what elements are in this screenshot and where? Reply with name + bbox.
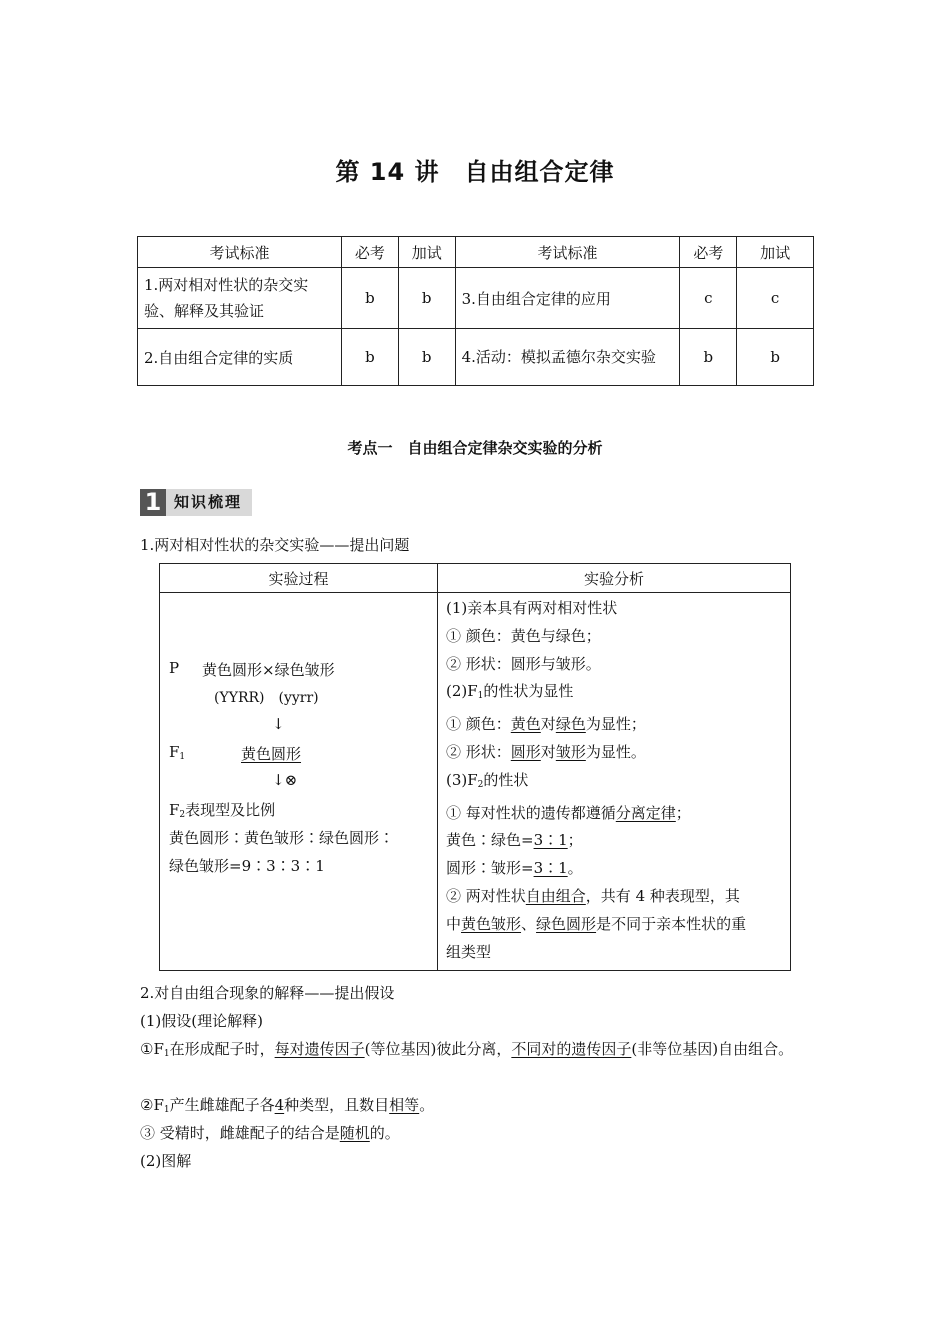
selfing-arrow-icon: ↓⊗ bbox=[272, 771, 298, 789]
cell-standard: 1.两对相对性状的杂交实验、解释及其验证 bbox=[138, 268, 342, 329]
table-row bbox=[138, 329, 814, 386]
p-genotypes: (YYRR) (yyrr) bbox=[214, 690, 319, 706]
table-header-row bbox=[160, 564, 791, 593]
analysis-line: ② 形状：圆形对皱形为显性。 bbox=[446, 742, 646, 761]
ratio-line-1: 黄色圆形∶黄色皱形∶绿色圆形∶ bbox=[169, 829, 395, 847]
hypothesis-point-1: $①F_1$在形成配子时，每对遗传因子(等位基因)彼此分离，不同对的遗传因子(非等位基因)自由组合。 bbox=[140, 1040, 794, 1059]
cell-standard: 2.自由组合定律的实质 bbox=[138, 329, 342, 386]
section-title: 考点一 自由组合定律杂交实验的分析 bbox=[347, 439, 603, 457]
cell-standard: 4.活动：模拟孟德尔杂交实验 bbox=[455, 329, 680, 386]
analysis-line: $(3)F_2$的性状 bbox=[446, 770, 529, 790]
heading-explanation: 2.对自由组合现象的解释——提出假设 bbox=[140, 984, 395, 1002]
heading-experiment: 1.两对相对性状的杂交实验——提出问题 bbox=[140, 536, 410, 554]
header-extra-1: 加试 bbox=[398, 237, 455, 268]
experiment-table bbox=[159, 563, 791, 971]
analysis-line: 中黄色皱形、绿色圆形是不同于亲本性状的重 bbox=[446, 914, 747, 933]
table-row bbox=[160, 593, 791, 971]
table-header-row bbox=[138, 237, 814, 268]
diagram-title: (2)图解 bbox=[140, 1152, 192, 1170]
ratio-line-2: 绿色皱形=9∶3∶3∶1 bbox=[169, 857, 325, 875]
f1-phenotype: 黄色圆形 bbox=[241, 745, 302, 763]
analysis-line: (1)亲本具有两对相对性状 bbox=[446, 599, 618, 617]
analysis-line: ① 颜色：黄色对绿色为显性； bbox=[446, 715, 646, 734]
cell-required: b bbox=[341, 268, 398, 329]
header-extra-2: 加试 bbox=[737, 237, 814, 268]
analysis-line: 组类型 bbox=[446, 942, 492, 961]
analysis-cell bbox=[438, 593, 791, 971]
header-process: 实验过程 bbox=[160, 564, 438, 593]
cell-extra: b bbox=[398, 329, 455, 386]
analysis-line: $(2)F_1$的性状为显性 bbox=[446, 682, 574, 702]
cell-required: c bbox=[680, 268, 737, 329]
analysis-line: ① 每对性状的遗传都遵循分离定律； bbox=[446, 803, 691, 822]
analysis-line: 圆形∶皱形=3∶1。 bbox=[446, 859, 583, 878]
p-cross: 黄色圆形×绿色皱形 bbox=[202, 661, 335, 679]
header-standard-2: 考试标准 bbox=[455, 237, 680, 268]
exam-standards-table bbox=[137, 236, 814, 386]
header-standard-1: 考试标准 bbox=[138, 237, 342, 268]
badge-number: 1 bbox=[140, 489, 166, 516]
page-title: 第 14 讲 自由组合定律 bbox=[335, 158, 615, 186]
table-row bbox=[138, 268, 814, 329]
cell-extra: b bbox=[398, 268, 455, 329]
arrow-down-icon: ↓ bbox=[272, 715, 285, 733]
analysis-line: ① 颜色：黄色与绿色； bbox=[446, 626, 601, 645]
analysis-line: ② 形状：圆形与皱形。 bbox=[446, 654, 601, 673]
f2-label: $F_2$表现型及比例 bbox=[169, 801, 276, 820]
badge-label: 知识梳理 bbox=[166, 489, 252, 516]
cell-required: b bbox=[341, 329, 398, 386]
header-required-2: 必考 bbox=[680, 237, 737, 268]
analysis-line: ② 两对性状自由组合，共有 4 种表现型，其 bbox=[446, 886, 740, 905]
f1-label: $F_1$ bbox=[169, 743, 186, 762]
hypothesis-title: (1)假设(理论解释) bbox=[140, 1012, 263, 1030]
header-required-1: 必考 bbox=[341, 237, 398, 268]
header-analysis: 实验分析 bbox=[438, 564, 791, 593]
hypothesis-point-3: ③ 受精时，雌雄配子的结合是随机的。 bbox=[140, 1124, 400, 1142]
cell-extra: c bbox=[737, 268, 814, 329]
cell-extra: b bbox=[737, 329, 814, 386]
analysis-line: 黄色∶绿色=3∶1； bbox=[446, 831, 583, 850]
p-label: P bbox=[169, 659, 180, 677]
cell-required: b bbox=[680, 329, 737, 386]
process-cell bbox=[160, 593, 438, 971]
hypothesis-point-2: $②F_1$产生雌雄配子各4种类型，且数目相等。 bbox=[140, 1096, 435, 1115]
cell-standard: 3.自由组合定律的应用 bbox=[455, 268, 680, 329]
knowledge-badge bbox=[140, 489, 252, 516]
